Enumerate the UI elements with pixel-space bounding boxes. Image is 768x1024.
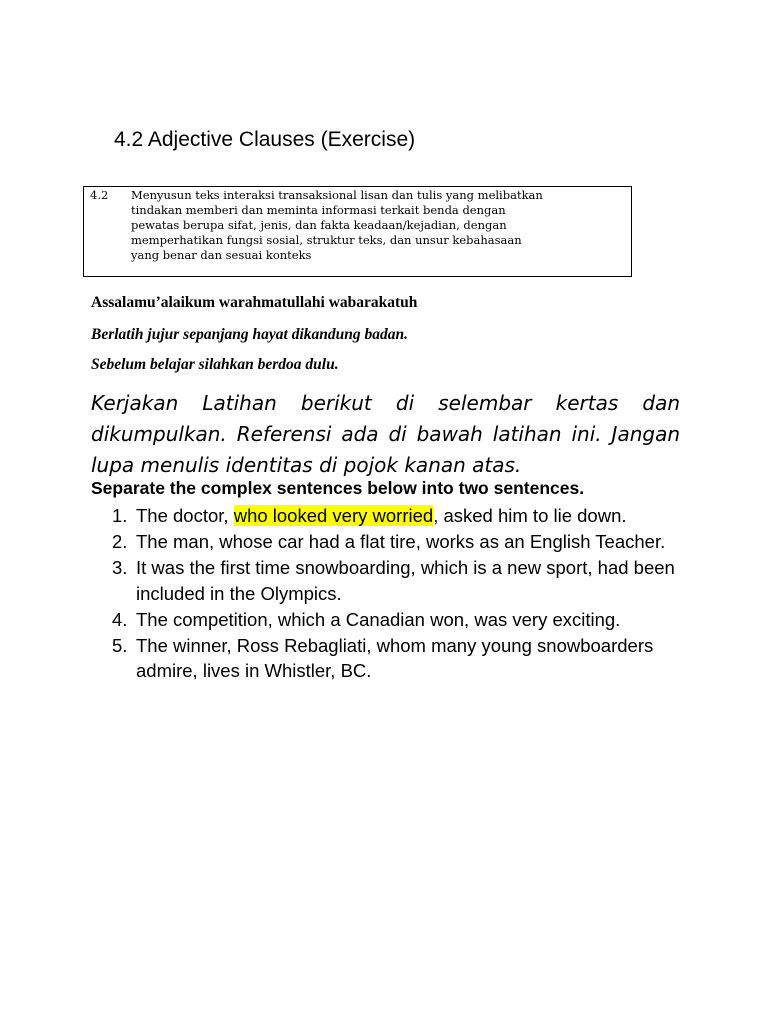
competency-line: memperhatikan fungsi sosial, struktur teks, dan unsur kebahasaan (131, 233, 522, 247)
item-text: The winner, Ross Rebagliati, whom many young snowboarders admire, lives in Whistler, BC. (136, 634, 654, 681)
exercise-list (112, 503, 692, 684)
prayer-note: Sebelum belajar silahkan berdoa dulu. (91, 356, 339, 373)
item-text: It was the first time snowboarding, which is a new sport, had been included in the Olympics. (136, 557, 675, 604)
competency-line: tindakan memberi dan meminta informasi terkait benda dengan (131, 203, 506, 217)
competency-line: Menyusun teks interaksi transaksional lisan dan tulis yang melibatkan (131, 188, 543, 202)
instruction-paragraph: Kerjakan Latihan berikut di selembar kertas dan dikumpulkan. Referensi ada di bawah latihan ini. Jangan lupa menulis identitas di pojok kanan atas. (91, 391, 680, 477)
competency-line: yang benar dan sesuai konteks (131, 248, 312, 262)
list-item (112, 529, 692, 555)
competency-box (83, 186, 632, 277)
item-number: 4. (112, 608, 128, 630)
item-number: 3. (112, 557, 128, 578)
item-number: 2. (112, 531, 128, 552)
exercise-heading: Separate the complex sentences below into two sentences. (91, 478, 585, 498)
greeting: Assalamu’alaikum warahmatullahi wabarakatuh (91, 294, 418, 311)
list-item (112, 607, 692, 633)
list-item (112, 503, 692, 529)
item-number: 1. (112, 505, 128, 526)
item-text: The competition, which a Canadian won, was very exciting. (136, 608, 621, 630)
list-item (112, 633, 692, 684)
list-item (112, 555, 692, 606)
competency-text (131, 188, 621, 263)
competency-line: pewatas berupa sifat, jenis, dan fakta keadaan/kejadian, dengan (131, 218, 507, 232)
item-text-after: , asked him to lie down. (433, 505, 627, 526)
competency-code: 4.2 (90, 188, 109, 202)
motto: Berlatih jujur sepanjang hayat dikandung badan. (91, 326, 408, 343)
item-number: 5. (112, 634, 128, 656)
page-title: 4.2 Adjective Clauses (Exercise) (114, 128, 416, 151)
highlighted-clause: who looked very worried (233, 505, 434, 526)
item-text-before: The doctor, (136, 505, 234, 526)
item-text: The man, whose car had a flat tire, works as an English Teacher. (136, 531, 666, 552)
